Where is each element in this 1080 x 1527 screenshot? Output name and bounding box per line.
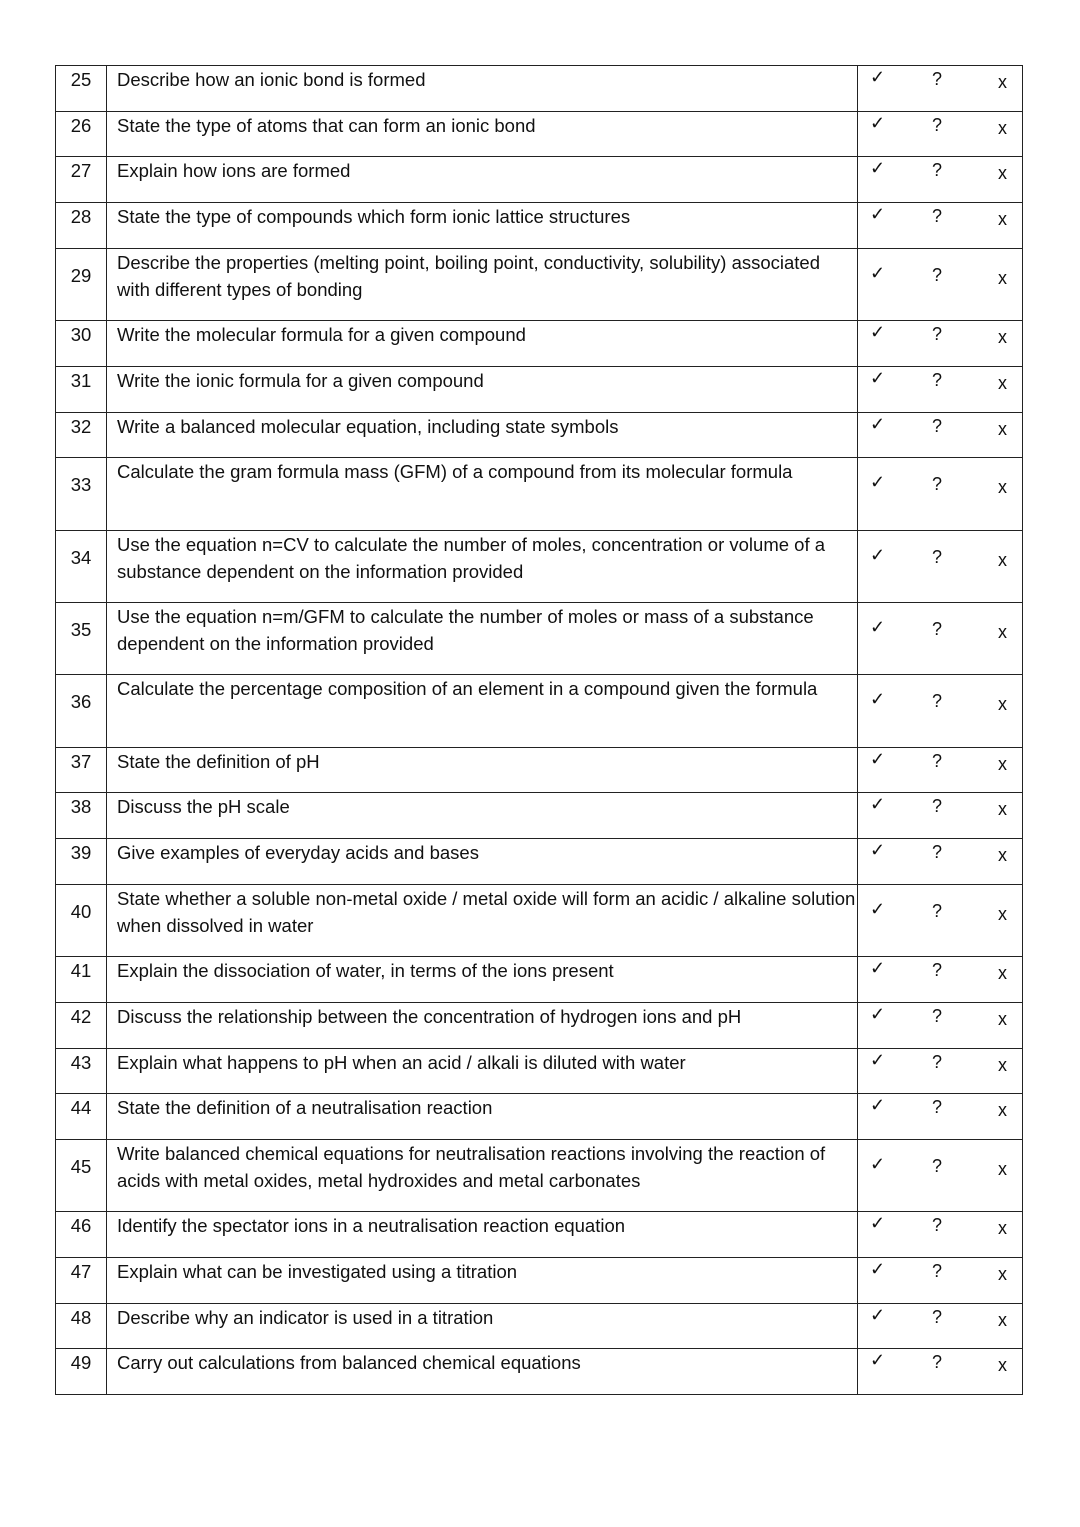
tick-mark[interactable]: ✓ [870,748,886,769]
question-mark[interactable]: ? [932,206,943,227]
cross-mark[interactable]: x [998,845,1007,866]
table-row [56,675,1023,747]
learning-outcome: Describe the properties (melting point, boiling point, conductivity, solubility) associated with different types of bonding [107,248,858,320]
confidence-marks [858,66,1023,112]
learning-outcome: Write the ionic formula for a given compound [107,366,858,412]
tick-mark[interactable]: ✓ [870,112,886,133]
confidence-marks [858,1048,1023,1094]
tick-mark[interactable]: ✓ [870,1003,886,1024]
tick-mark[interactable]: ✓ [870,616,886,637]
confidence-marks [858,1139,1023,1211]
confidence-marks [858,1258,1023,1304]
cross-mark[interactable]: x [998,1309,1007,1330]
row-number: 47 [56,1258,107,1304]
row-number: 31 [56,366,107,412]
table-row [56,66,1023,112]
cross-mark[interactable]: x [998,1100,1007,1121]
table-row [56,111,1023,157]
row-number: 39 [56,839,107,885]
question-mark[interactable]: ? [932,415,943,436]
question-mark[interactable]: ? [932,1261,943,1282]
tick-mark[interactable]: ✓ [870,1095,886,1116]
confidence-marks [858,602,1023,674]
learning-outcome: State the type of atoms that can form an ionic bond [107,111,858,157]
learning-outcome: Give examples of everyday acids and bases [107,839,858,885]
tick-mark[interactable]: ✓ [870,958,886,979]
confidence-marks [858,248,1023,320]
cross-mark[interactable]: x [998,117,1007,138]
confidence-marks [858,1212,1023,1258]
cross-mark[interactable]: x [998,163,1007,184]
table-row [56,1212,1023,1258]
question-mark[interactable]: ? [932,750,943,771]
cross-mark[interactable]: x [998,477,1007,498]
row-number: 38 [56,793,107,839]
tick-mark[interactable]: ✓ [870,262,886,283]
learning-outcome: Write the molecular formula for a given compound [107,321,858,367]
row-number: 30 [56,321,107,367]
table-row [56,747,1023,793]
confidence-marks [858,366,1023,412]
cross-mark[interactable]: x [998,209,1007,230]
confidence-marks [858,321,1023,367]
question-mark[interactable]: ? [932,369,943,390]
confidence-marks [858,1349,1023,1395]
learning-outcome: Explain how ions are formed [107,157,858,203]
table-row [56,157,1023,203]
cross-mark[interactable]: x [998,327,1007,348]
learning-outcome: Write balanced chemical equations for neutralisation reactions involving the reaction of acids with metal oxides, metal hydroxides and metal carbonates [107,1139,858,1211]
table-row [56,203,1023,249]
cross-mark[interactable]: x [998,418,1007,439]
cross-mark[interactable]: x [998,72,1007,92]
tick-mark[interactable]: ✓ [870,67,886,87]
row-number: 43 [56,1048,107,1094]
learning-outcome: Describe how an ionic bond is formed [107,66,858,112]
question-mark[interactable]: ? [932,1005,943,1026]
tick-mark[interactable]: ✓ [870,794,886,815]
cross-mark[interactable]: x [998,1264,1007,1285]
learning-outcome: Describe why an indicator is used in a titration [107,1303,858,1349]
tick-mark[interactable]: ✓ [870,898,886,919]
row-number: 34 [56,530,107,602]
table-row [56,957,1023,1003]
tick-mark[interactable]: ✓ [870,367,886,388]
tick-mark[interactable]: ✓ [870,1049,886,1070]
confidence-marks [858,1002,1023,1048]
question-mark[interactable]: ? [932,1306,943,1327]
question-mark[interactable]: ? [932,1051,943,1072]
tick-mark[interactable]: ✓ [870,689,886,710]
cross-mark[interactable]: x [998,963,1007,984]
question-mark[interactable]: ? [932,1215,943,1236]
tick-mark[interactable]: ✓ [870,158,886,179]
table-row [56,1349,1023,1395]
row-number: 32 [56,412,107,458]
confidence-marks [858,111,1023,157]
confidence-marks [858,747,1023,793]
cross-mark[interactable]: x [998,694,1007,715]
row-number: 27 [56,157,107,203]
tick-mark[interactable]: ✓ [870,840,886,861]
row-number: 26 [56,111,107,157]
row-number: 46 [56,1212,107,1258]
learning-outcome: Identify the spectator ions in a neutralisation reaction equation [107,1212,858,1258]
learning-outcome: Use the equation n=m/GFM to calculate the number of moles or mass of a substance dependent on the information provided [107,602,858,674]
question-mark[interactable]: ? [932,324,943,345]
table-row [56,884,1023,956]
confidence-marks [858,157,1023,203]
question-mark[interactable]: ? [932,160,943,181]
confidence-marks [858,884,1023,956]
question-mark[interactable]: ? [932,900,943,921]
cross-mark[interactable]: x [998,799,1007,820]
confidence-marks [858,203,1023,249]
question-mark[interactable]: ? [932,546,943,567]
table-row [56,1048,1023,1094]
question-mark[interactable]: ? [932,796,943,817]
row-number: 28 [56,203,107,249]
confidence-marks [858,412,1023,458]
row-number: 42 [56,1002,107,1048]
question-mark[interactable]: ? [932,1155,943,1176]
learning-outcome: Carry out calculations from balanced chemical equations [107,1349,858,1395]
cross-mark[interactable]: x [998,1218,1007,1239]
table-row [56,321,1023,367]
confidence-marks [858,793,1023,839]
cross-mark[interactable]: x [998,1355,1007,1376]
table-row [56,602,1023,674]
table-row [56,839,1023,885]
confidence-marks [858,675,1023,747]
learning-outcome: State the definition of a neutralisation reaction [107,1094,858,1140]
row-number: 35 [56,602,107,674]
table-row [56,1303,1023,1349]
confidence-marks [858,530,1023,602]
cross-mark[interactable]: x [998,753,1007,774]
row-number: 29 [56,248,107,320]
tick-mark[interactable]: ✓ [870,322,886,343]
table-row [56,366,1023,412]
table-row [56,412,1023,458]
tick-mark[interactable]: ✓ [870,413,886,434]
row-number: 37 [56,747,107,793]
question-mark[interactable]: ? [932,691,943,712]
confidence-marks [858,957,1023,1003]
tick-mark[interactable]: ✓ [870,1153,886,1174]
cross-mark[interactable]: x [998,1008,1007,1029]
table-row [56,1094,1023,1140]
learning-outcome: Calculate the percentage composition of an element in a compound given the formula [107,675,858,747]
learning-outcome: State the type of compounds which form ionic lattice structures [107,203,858,249]
learning-outcome: State whether a soluble non-metal oxide / metal oxide will form an acidic / alkaline solution when dissolved in water [107,884,858,956]
question-mark[interactable]: ? [932,474,943,495]
tick-mark[interactable]: ✓ [870,544,886,565]
table-row [56,1002,1023,1048]
row-number: 44 [56,1094,107,1140]
row-number: 48 [56,1303,107,1349]
learning-outcome: Calculate the gram formula mass (GFM) of a compound from its molecular formula [107,458,858,530]
table-row [56,458,1023,530]
row-number: 41 [56,957,107,1003]
row-number: 25 [56,66,107,112]
row-number: 40 [56,884,107,956]
question-mark[interactable]: ? [932,1097,943,1118]
learning-outcome: Discuss the pH scale [107,793,858,839]
table-row [56,1139,1023,1211]
cross-mark[interactable]: x [998,1158,1007,1179]
cross-mark[interactable]: x [998,267,1007,288]
confidence-marks [858,839,1023,885]
tick-mark[interactable]: ✓ [870,472,886,493]
question-mark[interactable]: ? [932,1352,943,1373]
question-mark[interactable]: ? [932,264,943,285]
question-mark[interactable]: ? [932,114,943,135]
question-mark[interactable]: ? [932,69,943,89]
cross-mark[interactable]: x [998,903,1007,924]
learning-outcome: Explain what can be investigated using a titration [107,1258,858,1304]
learning-outcome: Explain the dissociation of water, in terms of the ions present [107,957,858,1003]
cross-mark[interactable]: x [998,1054,1007,1075]
checklist-table [55,65,1023,1395]
row-number: 49 [56,1349,107,1395]
question-mark[interactable]: ? [932,960,943,981]
confidence-marks [858,458,1023,530]
confidence-marks [858,1303,1023,1349]
row-number: 45 [56,1139,107,1211]
confidence-marks [858,1094,1023,1140]
tick-mark[interactable]: ✓ [870,204,886,225]
cross-mark[interactable]: x [998,549,1007,570]
tick-mark[interactable]: ✓ [870,1304,886,1325]
table-row [56,793,1023,839]
tick-mark[interactable]: ✓ [870,1259,886,1280]
learning-outcome: Discuss the relationship between the concentration of hydrogen ions and pH [107,1002,858,1048]
row-number: 36 [56,675,107,747]
learning-outcome: Explain what happens to pH when an acid / alkali is diluted with water [107,1048,858,1094]
tick-mark[interactable]: ✓ [870,1213,886,1234]
learning-outcome: State the definition of pH [107,747,858,793]
table-row [56,530,1023,602]
question-mark[interactable]: ? [932,618,943,639]
learning-outcome: Use the equation n=CV to calculate the number of moles, concentration or volume of a substance dependent on the information provided [107,530,858,602]
row-number: 33 [56,458,107,530]
cross-mark[interactable]: x [998,372,1007,393]
learning-outcome: Write a balanced molecular equation, including state symbols [107,412,858,458]
question-mark[interactable]: ? [932,842,943,863]
cross-mark[interactable]: x [998,621,1007,642]
table-row [56,1258,1023,1304]
tick-mark[interactable]: ✓ [870,1350,886,1371]
table-row [56,248,1023,320]
